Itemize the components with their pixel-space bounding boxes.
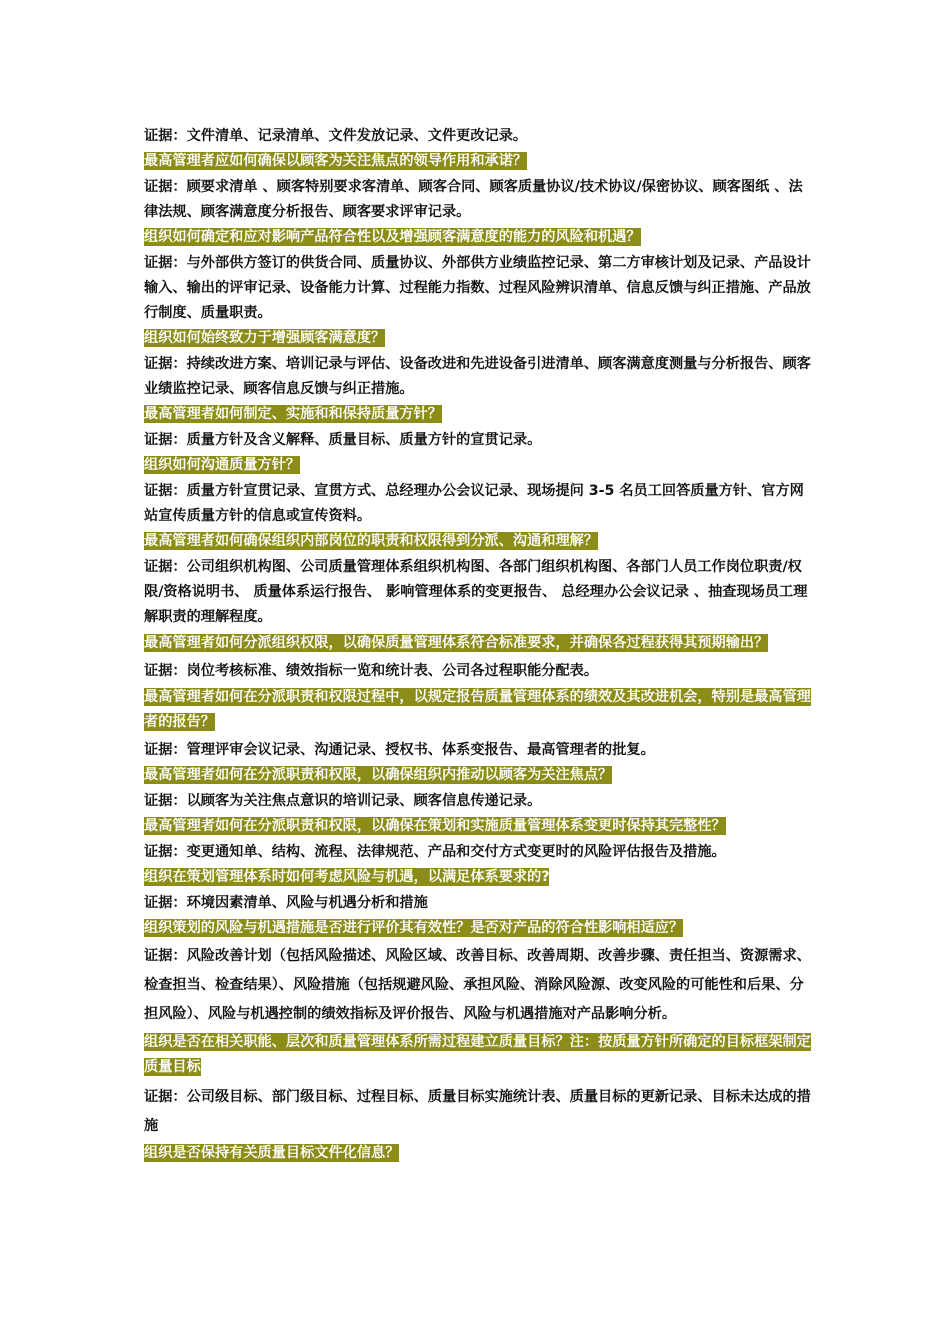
evidence-text: 证据：公司级目标、部门级目标、过程目标、质量目标实施统计表、质量目标的更新记录、目标未达成的措施 (144, 1089, 811, 1134)
question-highlight: 组织在策划管理体系时如何考虑风险与机遇，以满足体系要求的? (144, 869, 550, 885)
question-highlight: 最高管理者应如何确保以顾客为关注焦点的领导作用和承诺？ (144, 153, 528, 169)
question-highlight: 组织如何沟通质量方针？ (144, 457, 301, 473)
document-page (144, 124, 814, 1167)
question-highlight: 组织如何始终致力于增强顾客满意度？ (144, 330, 386, 346)
evidence-text: 证据：岗位考核标准、绩效指标一览和统计表、公司各过程职能分配表。 (144, 663, 599, 679)
question-heading (144, 815, 814, 837)
evidence-text: 证据：顾要求清单 、顾客特别要求客清单、顾客合同、顾客质量协议/技术协议/保密协议、顾客图纸 、法律法规、顾客满意度分析报告、顾客要求评审记录。 (144, 179, 803, 220)
question-heading (144, 150, 814, 172)
question-highlight: 最高管理者如何在分派职责和权限过程中，以规定报告质量管理体系的绩效及其改进机会，特别是最高管理者的报告？ (144, 689, 811, 730)
question-highlight: 最高管理者如何分派组织权限，以确保质量管理体系符合标准要求，并确保各过程获得其预期输出？ (144, 635, 769, 651)
question-heading (144, 403, 814, 425)
question-highlight: 最高管理者如何在分派职责和权限，以确保组织内推动以顾客为关注焦点？ (144, 767, 613, 783)
question-highlight: 最高管理者如何制定、实施和和保持质量方针？ (144, 406, 442, 422)
evidence-text: 证据：风险改善计划（包括风险描述、风险区域、改善目标、改善周期、改善步骤、责任担当、资源需求、检查担当、检查结果）、风险措施（包括规避风险、承担风险、消除风险源、改变风险的可能性和后果、分担风险）、风险与机遇控制的绩效指标及评价报告、风险与机遇措施对产品影响分析。 (144, 948, 811, 1022)
question-highlight: 组织是否保持有关质量目标文件化信息？ (144, 1145, 400, 1161)
question-heading (144, 631, 814, 656)
question-heading (144, 1142, 814, 1164)
question-highlight: 最高管理者如何确保组织内部岗位的职责和权限得到分派、沟通和理解？ (144, 533, 599, 549)
evidence-text: 证据：文件清单、记录清单、文件发放记录、文件更改记录。 (144, 128, 528, 144)
evidence-text: 证据：公司组织机构图、公司质量管理体系组织机构图、各部门组织机构图、各部门人员工作岗位职责/权限/资格说明书、 质量体系运行报告、 影响管理体系的变更报告、 总经理办公会议记录 、抽查现场员工理解职责的理解程度。 (144, 559, 808, 625)
evidence-text: 证据：与外部供方签订的供货合同、质量协议、外部供方业绩监控记录、第二方审核计划及记录、产品设计输入、输出的评审记录、设备能力计算、过程能力指数、过程风险辨识清单、信息反馈与纠正措施、产品放行制度、质量职责。 (144, 255, 811, 321)
question-heading (144, 764, 814, 786)
question-heading (144, 917, 814, 939)
question-heading (144, 530, 814, 552)
evidence-text: 证据：质量方针及含义解释、质量目标、质量方针的宣贯记录。 (144, 432, 542, 448)
question-highlight: 组织如何确定和应对影响产品符合性以及增强顾客满意度的能力的风险和机遇？ (144, 229, 641, 245)
question-heading (144, 327, 814, 349)
evidence-text: 证据：质量方针宣贯记录、宣贯方式、总经理办公会议记录、现场提问 3-5 名员工回答质量方针、官方网站宣传质量方针的信息或宣传资料。 (144, 483, 804, 524)
question-heading (144, 685, 814, 735)
evidence-text: 证据：以顾客为关注焦点意识的培训记录、顾客信息传递记录。 (144, 793, 542, 809)
evidence-text: 证据：环境因素清单、风险与机遇分析和措施 (144, 895, 428, 911)
question-highlight: 组织是否在相关职能、层次和质量管理体系所需过程建立质量目标？注：按质量方针所确定的目标框架制定质量目标 (144, 1034, 811, 1075)
question-highlight: 组织策划的风险与机遇措施是否进行评价其有效性？是否对产品的符合性影响相适应？ (144, 920, 684, 936)
question-highlight: 最高管理者如何在分派职责和权限，以确保在策划和实施质量管理体系变更时保持其完整性？ (144, 818, 726, 834)
evidence-text: 证据：管理评审会议记录、沟通记录、授权书、体系变报告、最高管理者的批复。 (144, 742, 655, 758)
question-heading (144, 226, 814, 248)
evidence-text: 证据：持续改进方案、培训记录与评估、设备改进和先进设备引进清单、顾客满意度测量与分析报告、顾客业绩监控记录、顾客信息反馈与纠正措施。 (144, 356, 811, 397)
question-heading (144, 866, 814, 888)
question-heading (144, 454, 814, 476)
evidence-text: 证据：变更通知单、结构、流程、法律规范、产品和交付方式变更时的风险评估报告及措施。 (144, 844, 726, 860)
question-heading (144, 1030, 814, 1080)
